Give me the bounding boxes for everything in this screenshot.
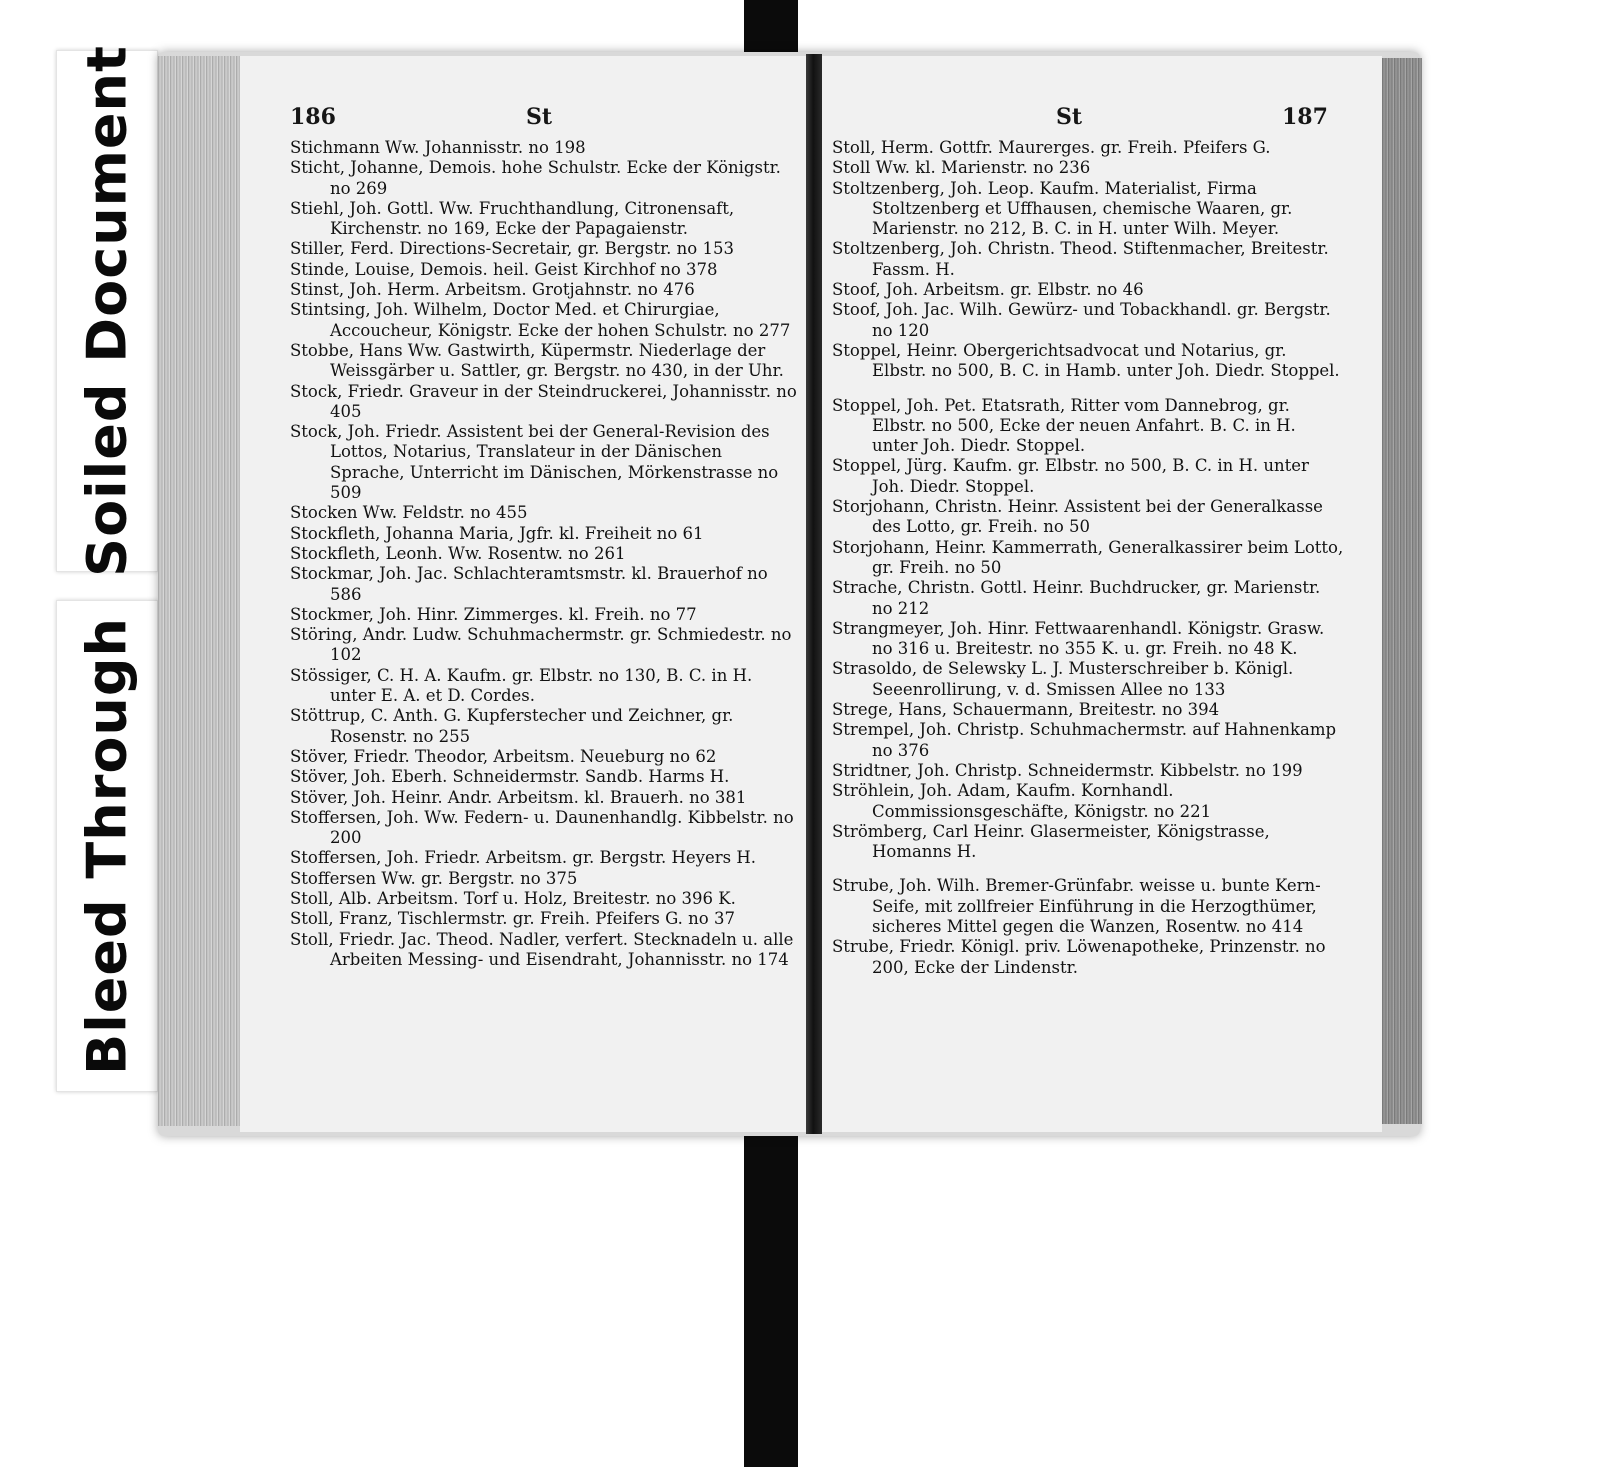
- directory-entry: Strege, Hans, Schauermann, Breitestr. no 394: [832, 700, 1220, 720]
- directory-entries: [290, 138, 800, 970]
- directory-entry: Stoffersen, Joh. Ww. Federn- u. Daunenhandlg. Kibbelstr. no 200: [290, 807, 794, 848]
- directory-entry: Stoppel, Heinr. Obergerichtsadvocat und Notarius, gr. Elbstr. no 500, B. C. in Hamb. unter Joh. Diedr. Stoppel.: [832, 340, 1340, 381]
- directory-entry: Strangmeyer, Joh. Hinr. Fettwaarenhandl. Königstr. Grasw. no 316 u. Breitestr. no 355 K. u. gr. Freih. no 48 K.: [832, 618, 1325, 659]
- directory-entry: Stockmer, Joh. Hinr. Zimmerges. kl. Freih. no 77: [290, 604, 697, 624]
- directory-entry: Stoof, Joh. Arbeitsm. gr. Elbstr. no 46: [832, 280, 1144, 300]
- directory-entry: Stockfleth, Leonh. Ww. Rosentw. no 261: [290, 543, 626, 563]
- directory-entry: Stridtner, Joh. Christp. Schneidermstr. Kibbelstr. no 199: [832, 760, 1303, 780]
- binding-strip-bottom: [744, 1118, 798, 1467]
- directory-entry: Stoll Ww. kl. Marienstr. no 236: [832, 158, 1091, 178]
- entry-gap: [832, 382, 1344, 396]
- directory-entry: Stöver, Joh. Eberh. Schneidermstr. Sandb. Harms H.: [290, 767, 730, 787]
- directory-entry: Stockmar, Joh. Jac. Schlachteramtsmstr. kl. Brauerhof no 586: [290, 564, 768, 604]
- page-edges-left: [158, 56, 242, 1126]
- directory-entry: Sticht, Johanne, Demois. hohe Schulstr. Ecke der Königstr. no 269: [290, 158, 781, 198]
- directory-entry: Stinst, Joh. Herm. Arbeitsm. Grotjahnstr. no 476: [290, 280, 695, 300]
- directory-entries: [832, 138, 1344, 978]
- directory-entry: Stoll, Friedr. Jac. Theod. Nadler, verfert. Stecknadeln u. alle Arbeiten Messing- und Eisendraht, Johannisstr. no 174: [290, 929, 794, 969]
- directory-entry: Stöttrup, C. Anth. G. Kupferstecher und Zeichner, gr. Rosenstr. no 255: [290, 706, 734, 746]
- page-number: 186: [290, 104, 336, 130]
- directory-entry: Strube, Joh. Wilh. Bremer-Grünfabr. weisse u. bunte Kern-Seife, mit zollfreier Einführung in die Herzogthümer, sicheres Mittel gegen die Wanzen, Rosentw. no 414: [832, 876, 1321, 936]
- directory-entry: Stinde, Louise, Demois. heil. Geist Kirchhof no 378: [290, 259, 718, 279]
- directory-entry: Stobbe, Hans Ww. Gastwirth, Küpermstr. Niederlage der Weissgärber u. Sattler, gr. Bergstr. no 430, in der Uhr.: [290, 340, 784, 381]
- left-page: [240, 56, 806, 1132]
- directory-entry: Stockfleth, Johanna Maria, Jgfr. kl. Freiheit no 61: [290, 523, 704, 543]
- directory-entry: Strempel, Joh. Christp. Schuhmachermstr. auf Hahnenkamp no 376: [832, 720, 1337, 760]
- directory-entry: Stock, Joh. Friedr. Assistent bei der General-Revision des Lottos, Notarius, Translateur in der Dänischen Sprache, Unterricht im Dänischen, Mörkenstrasse no 509: [290, 422, 779, 503]
- directory-entry: Stöver, Joh. Heinr. Andr. Arbeitsm. kl. Brauerh. no 381: [290, 787, 747, 807]
- right-page: [822, 56, 1382, 1132]
- directory-entry: Stock, Friedr. Graveur in der Steindruckerei, Johannisstr. no 405: [290, 381, 797, 421]
- page-edges-right: [1382, 58, 1422, 1124]
- directory-entry: Stoppel, Joh. Pet. Etatsrath, Ritter vom Dannebrog, gr. Elbstr. no 500, Ecke der neuen Anfahrt. B. C. in H. unter Joh. Diedr. Stoppel.: [832, 395, 1296, 456]
- running-head: St: [526, 104, 553, 130]
- page-number: 187: [1282, 104, 1328, 130]
- directory-entry: Stiehl, Joh. Gottl. Ww. Fruchthandlung, Citronensaft, Kirchenstr. no 169, Ecke der Papagaienstr.: [290, 198, 735, 239]
- directory-entry: Stocken Ww. Feldstr. no 455: [290, 503, 528, 523]
- soiled-document-label: Soiled Document: [56, 50, 158, 572]
- directory-entry: Ströhlein, Joh. Adam, Kaufm. Kornhandl. Commissionsgeschäfte, Königstr. no 221: [832, 781, 1212, 821]
- directory-entry: Strube, Friedr. Königl. priv. Löwenapotheke, Prinzenstr. no 200, Ecke der Lindenstr.: [832, 937, 1326, 977]
- directory-entry: Storjohann, Christn. Heinr. Assistent bei der Generalkasse des Lotto, gr. Freih. no 50: [832, 497, 1323, 537]
- directory-entry: Stiller, Ferd. Directions-Secretair, gr. Bergstr. no 153: [290, 239, 734, 259]
- book-gutter: [806, 54, 822, 1134]
- bleed-through-label: Bleed Through: [56, 600, 158, 1092]
- directory-entry: Stoll, Herm. Gottfr. Maurerges. gr. Freih. Pfeifers G.: [832, 138, 1271, 157]
- directory-entry: Stössiger, C. H. A. Kaufm. gr. Elbstr. no 130, B. C. in H. unter E. A. et D. Cordes.: [290, 665, 753, 706]
- directory-entry: Stichmann Ww. Johannisstr. no 198: [290, 138, 586, 157]
- directory-entry: Storjohann, Heinr. Kammerrath, Generalkassirer beim Lotto, gr. Freih. no 50: [832, 537, 1344, 577]
- directory-entry: Stoffersen Ww. gr. Bergstr. no 375: [290, 868, 578, 888]
- directory-entry: Strache, Christn. Gottl. Heinr. Buchdrucker, gr. Marienstr. no 212: [832, 578, 1321, 618]
- directory-entry: Stoltzenberg, Joh. Christn. Theod. Stiftenmacher, Breitestr. Fassm. H.: [832, 239, 1329, 279]
- directory-entry: Stoll, Franz, Tischlermstr. gr. Freih. Pfeifers G. no 37: [290, 909, 735, 929]
- directory-entry: Stoffersen, Joh. Friedr. Arbeitsm. gr. Bergstr. Heyers H.: [290, 848, 757, 868]
- directory-entry: Strömberg, Carl Heinr. Glasermeister, Königstrasse, Homanns H.: [832, 821, 1270, 862]
- directory-entry: Stoll, Alb. Arbeitsm. Torf u. Holz, Breitestr. no 396 K.: [290, 888, 736, 908]
- directory-entry: Strasoldo, de Selewsky L. J. Musterschreiber b. Königl. Seeenrollirung, v. d. Smissen Allee no 133: [832, 659, 1294, 699]
- directory-entry: Stoltzenberg, Joh. Leop. Kaufm. Materialist, Firma Stoltzenberg et Uffhausen, chemische Waaren, gr. Marienstr. no 212, B. C. in H. unter Wilh. Meyer.: [832, 178, 1293, 239]
- directory-entry: Störing, Andr. Ludw. Schuhmachermstr. gr. Schmiedestr. no 102: [290, 625, 792, 665]
- running-head: St: [1056, 104, 1083, 130]
- directory-entry: Stoof, Joh. Jac. Wilh. Gewürz- und Tobackhandl. gr. Bergstr. no 120: [832, 300, 1331, 340]
- directory-entry: Stöver, Friedr. Theodor, Arbeitsm. Neueburg no 62: [290, 746, 717, 766]
- entry-gap: [832, 862, 1344, 876]
- directory-entry: Stoppel, Jürg. Kaufm. gr. Elbstr. no 500, B. C. in H. unter Joh. Diedr. Stoppel.: [832, 456, 1309, 496]
- directory-entry: Stintsing, Joh. Wilhelm, Doctor Med. et Chirurgiae, Accoucheur, Königstr. Ecke der hohen Schulstr. no 277: [290, 300, 791, 340]
